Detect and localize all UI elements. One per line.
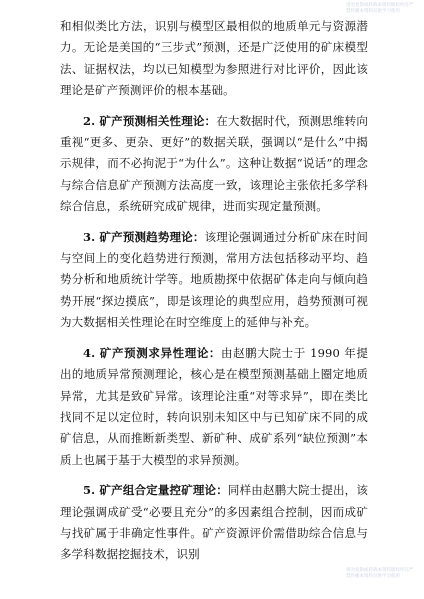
paragraph-2 xyxy=(60,111,368,218)
paragraph-4 xyxy=(60,343,368,471)
document-page xyxy=(60,16,368,575)
paragraph-3-heading: 3. 矿产预测趋势理论： xyxy=(83,229,205,244)
paragraph-5-heading: 5. 矿产组合定量控矿理论： xyxy=(83,483,228,498)
paragraph-5-text: 同样由赵鹏大院士提出，该理论强调成矿受“必要且充分”的多因素组合控制，因而成矿与找矿属于非确定性事件。矿产资源评价需借助综合信息与多学科数据挖掘技术，识别 xyxy=(60,483,368,562)
watermark-top: 请勿复制或转载本资料版权所有严禁传播本资料仅供学习使用 xyxy=(346,3,414,14)
paragraph-4-text: 由赵鹏大院士于 1990 年提出的地质异常预测理论，核心是在模型预测基础上圈定地质异常，尤其是致矿异常。该理论注重“对等求异”，即在类比找同不足以定位时，转向识别未知区中与已知矿床不同的成矿信息，从而推断新类型、新矿种、成矿系列“缺位预测”本质上也属于基于大模型的求异预测。 xyxy=(60,345,368,467)
paragraph-5 xyxy=(60,480,368,566)
paragraph-3 xyxy=(60,227,368,334)
paragraph-4-heading: 4. 矿产预测求异性理论： xyxy=(83,345,222,360)
paragraph-1-text: 和相似类比方法，识别与模型区最相似的地质单元与资源潜力。无论是美国的“三步式”预测，还是广泛使用的矿床模型法、证据权法，均以已知模型为参照进行对比评价，因此该理论是矿产预测评价的根本基础。 xyxy=(60,19,368,98)
watermark-bottom: 请勿复制或转载本资料版权所有严禁传播本资料仅供学习使用 xyxy=(346,568,414,579)
paragraph-3-text: 该理论强调通过分析矿床在时间与空间上的变化趋势进行预测，常用方法包括移动平均、趋势分析和地质统计学等。地质勘探中依据矿体走向与倾向趋势开展“探边摸底”，即是该理论的典型应用，趋势预测可视为大数据相关性理论在时空维度上的延伸与补充。 xyxy=(60,229,368,330)
paragraph-2-heading: 2. 矿产预测相关性理论： xyxy=(83,113,217,128)
paragraph-2-text: 在大数据时代，预测思维转向重视“更多、更杂、更好”的数据关联，强调以“是什么”中揭示规律，而不必拘泥于“为什么”。这种让数据“说话”的理念与综合信息矿产预测方法高度一致，该理论主张依托多学科综合信息，系统研究成矿规律，进而实现定量预测。 xyxy=(60,113,368,214)
paragraph-1 xyxy=(60,16,368,102)
